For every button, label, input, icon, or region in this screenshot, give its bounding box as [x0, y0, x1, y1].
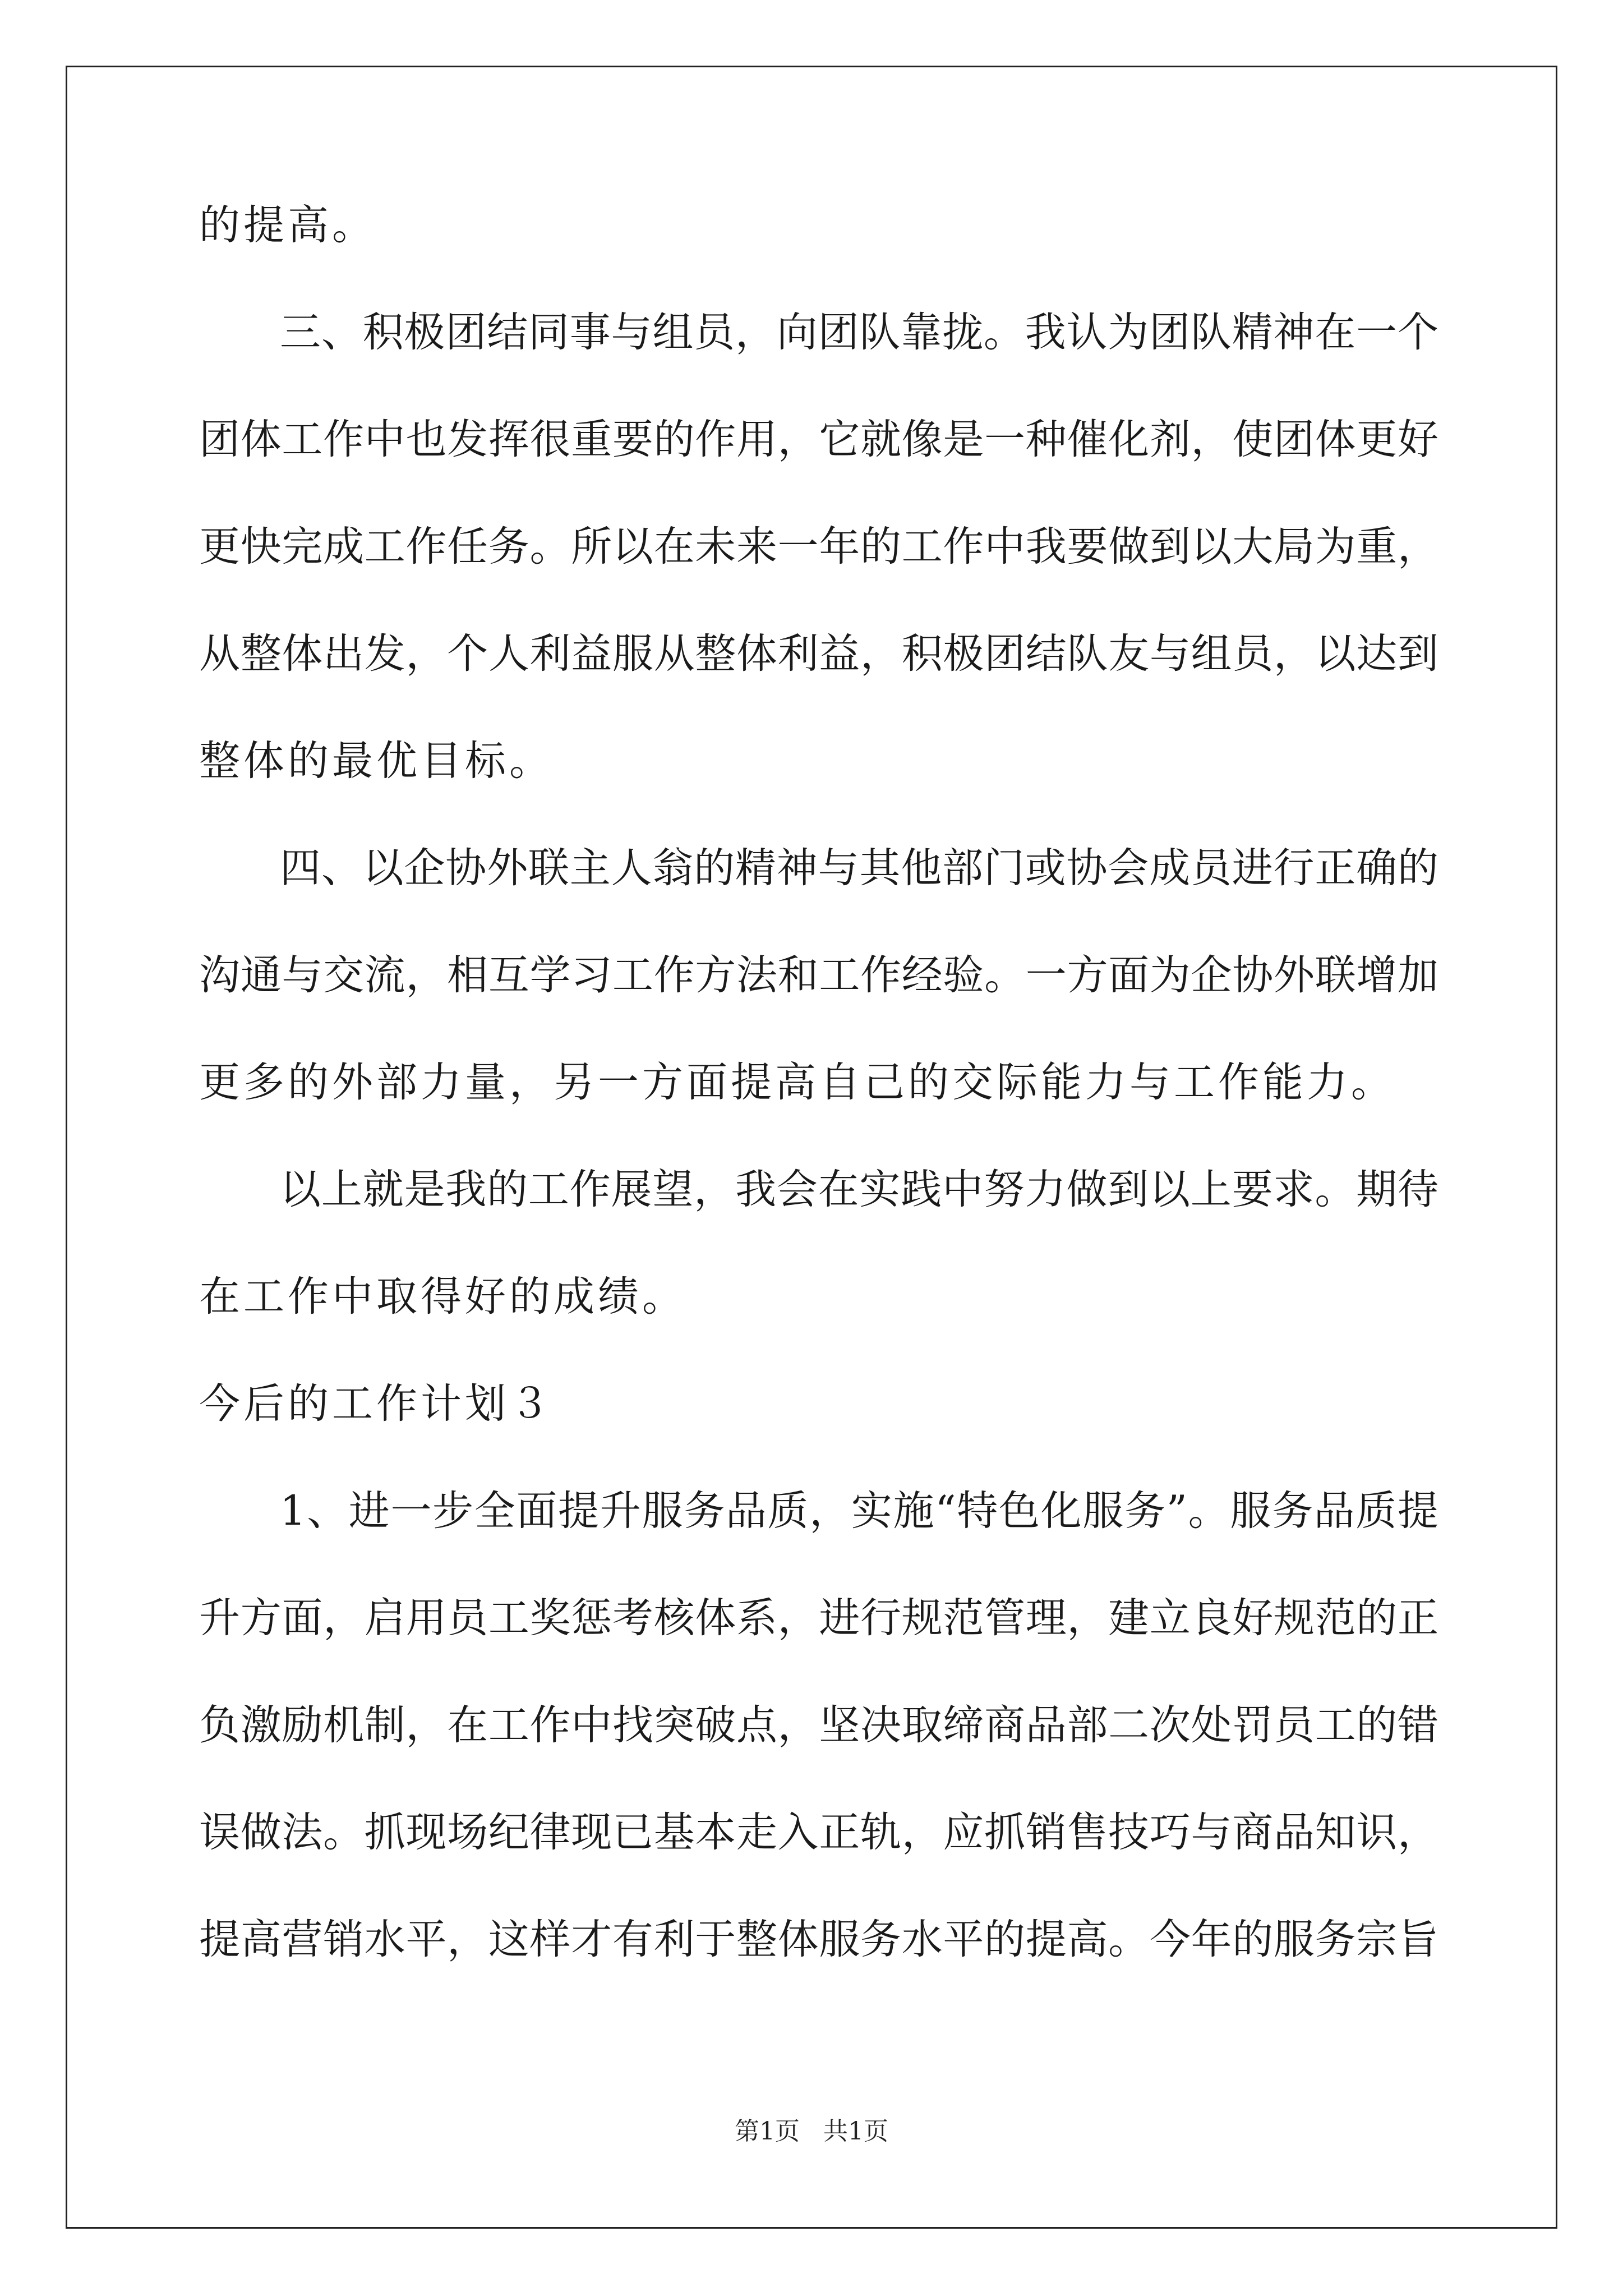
text-line: 的提高。 [199, 201, 376, 249]
text-line: 更多的外部力量，另一方面提高自己的交际能力与工作能力。 [199, 1059, 1395, 1106]
text-line: 负激励机制，在工作中找突破点，坚决取缔商品部二次处罚员工的错 [199, 1701, 1438, 1749]
text-line: 在工作中取得好的成绩。 [199, 1273, 686, 1320]
item-one-line: 1、进一步全面提升服务品质，实施“特色化服务”。服务品质提 [280, 1487, 1438, 1535]
closing-paragraph-line: 以上就是我的工作展望，我会在实践中努力做到以上要求。期待 [280, 1166, 1438, 1213]
text-line: 沟通与交流，相互学习工作方法和工作经验。一方面为企协外联增加 [199, 951, 1438, 999]
page-border [66, 66, 1557, 2229]
page-number: 第1页 [735, 2117, 800, 2146]
text-line: 团体工作中也发挥很重要的作用，它就像是一种催化剂，使团体更好 [199, 416, 1438, 463]
text-line: 从整体出发，个人利益服从整体利益，积极团结队友与组员，以达到 [199, 630, 1438, 678]
text-line: 提高营销水平，这样才有利于整体服务水平的提高。今年的服务宗旨 [199, 1916, 1438, 1963]
section-heading: 今后的工作计划３ [199, 1380, 554, 1428]
text-line: 更快完成工作任务。所以在未来一年的工作中我要做到以大局为重， [199, 523, 1438, 570]
paragraph-three-line: 三、积极团结同事与组员，向团队靠拢。我认为团队精神在一个 [280, 309, 1438, 356]
text-line: 升方面，启用员工奖惩考核体系，进行规范管理，建立良好规范的正 [199, 1594, 1438, 1642]
text-line: 误做法。抓现场纪律现已基本走入正轨，应抓销售技巧与商品知识， [199, 1809, 1438, 1856]
paragraph-four-line: 四、以企协外联主人翁的精神与其他部门或协会成员进行正确的 [280, 844, 1438, 892]
page-total: 共1页 [823, 2117, 888, 2146]
text-line: 整体的最优目标。 [199, 737, 554, 785]
page-footer [0, 2115, 1623, 2148]
